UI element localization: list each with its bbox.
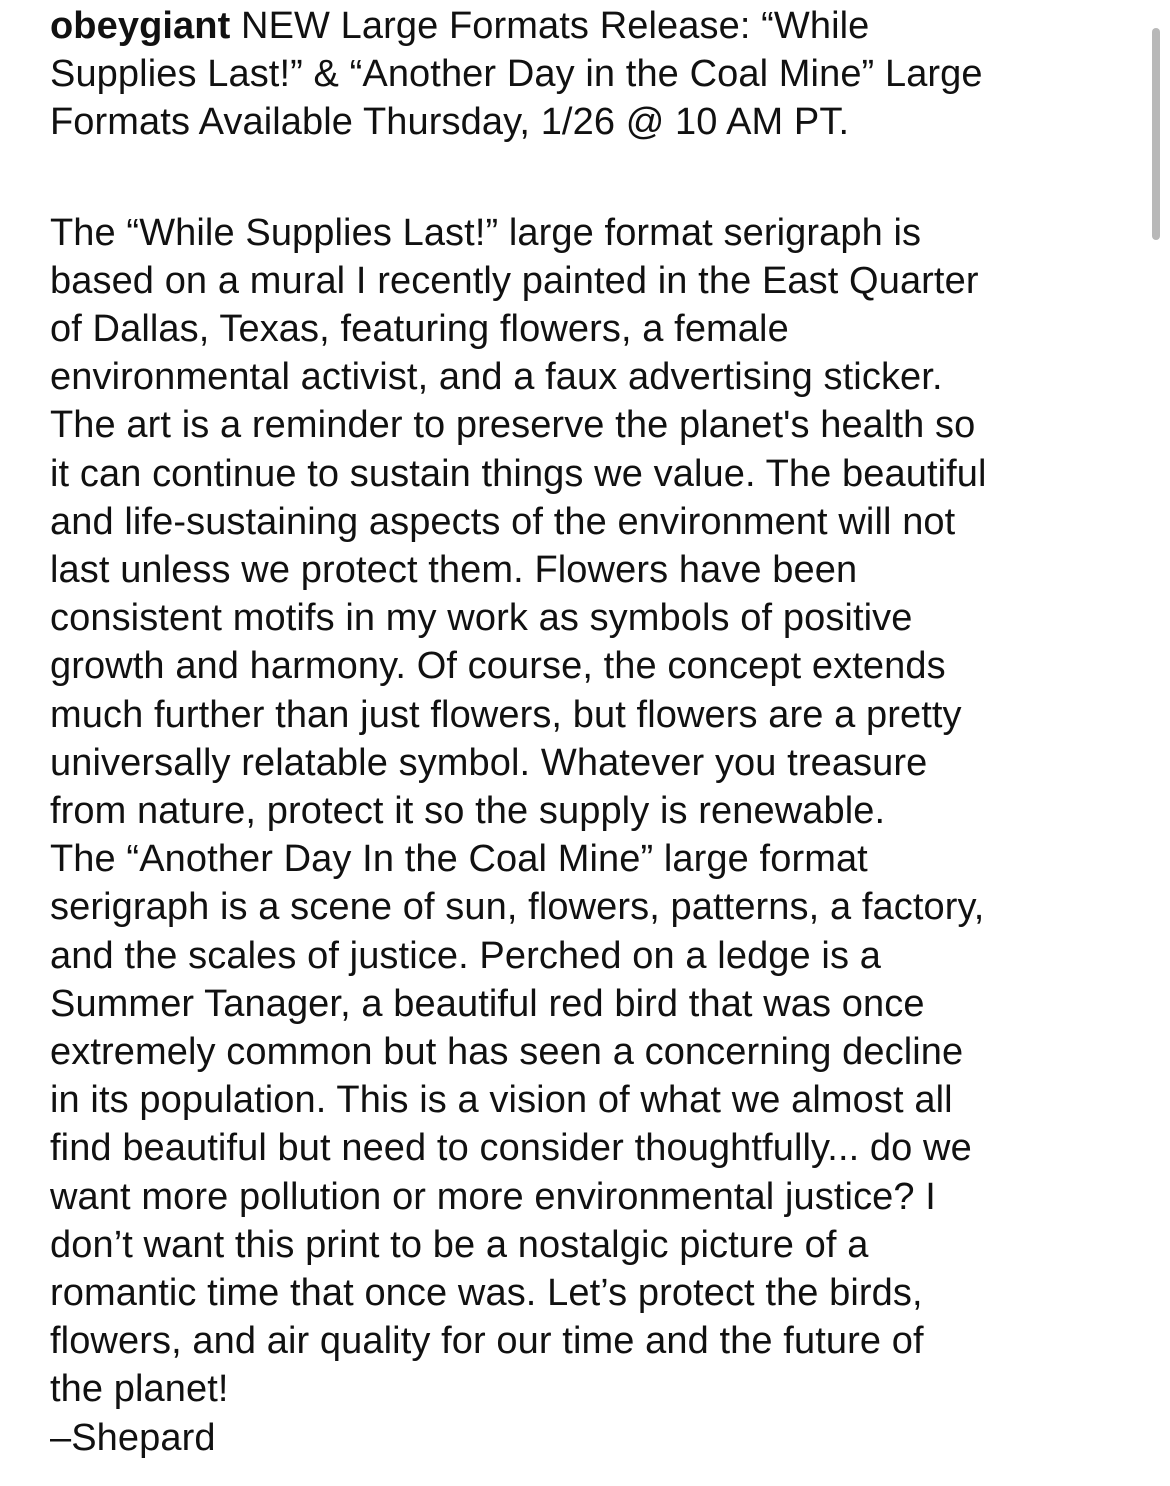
paragraph-line: romantic time that once was. Let’s protect the birds, <box>50 1272 923 1315</box>
paragraph-line: don’t want this print to be a nostalgic picture of a <box>50 1223 869 1266</box>
caption-paragraph-2 <box>50 835 1130 1462</box>
paragraph-line: growth and harmony. Of course, the concept extends <box>50 645 946 688</box>
caption-header-line: Formats Available Thursday, 1/26 @ 10 AM PT. <box>50 101 850 144</box>
post-caption <box>50 2 1130 1462</box>
paragraph-line: from nature, protect it so the supply is renewable. <box>50 790 886 833</box>
paragraph-line: The “Another Day In the Coal Mine” large format <box>50 838 868 881</box>
paragraph-line: it can continue to sustain things we value. The beautiful <box>50 452 987 495</box>
paragraph-line: last unless we protect them. Flowers have been <box>50 549 858 592</box>
vertical-scrollbar[interactable] <box>1152 28 1160 240</box>
caption-header-line <box>50 2 1130 50</box>
paragraph-line: based on a mural I recently painted in the East Quarter <box>50 259 979 302</box>
paragraph-gap <box>50 147 1130 209</box>
signature-line: –Shepard <box>50 1416 216 1459</box>
caption-header-text: NEW Large Formats Release: “While <box>230 5 870 47</box>
paragraph-line: in its population. This is a vision of what we almost all <box>50 1079 953 1122</box>
caption-paragraph-1 <box>50 209 1130 836</box>
paragraph-line: and the scales of justice. Perched on a ledge is a <box>50 934 881 977</box>
paragraph-line: flowers, and air quality for our time and the future of <box>50 1320 924 1363</box>
paragraph-line: Summer Tanager, a beautiful red bird that was once <box>50 982 925 1025</box>
paragraph-line: The art is a reminder to preserve the planet's health so <box>50 404 976 447</box>
paragraph-line: want more pollution or more environmental justice? I <box>50 1175 936 1218</box>
caption-header-line: Supplies Last!” & “Another Day in the Coal Mine” Large <box>50 53 983 96</box>
paragraph-line: The “While Supplies Last!” large format serigraph is <box>50 211 922 254</box>
paragraph-line: and life-sustaining aspects of the environment will not <box>50 500 956 543</box>
username-link[interactable]: obeygiant <box>50 5 231 47</box>
paragraph-line: of Dallas, Texas, featuring flowers, a female <box>50 308 789 351</box>
paragraph-line: universally relatable symbol. Whatever you treasure <box>50 741 928 784</box>
paragraph-line: consistent motifs in my work as symbols of positive <box>50 597 913 640</box>
paragraph-line: find beautiful but need to consider thoughtfully... do we <box>50 1127 972 1170</box>
paragraph-line: environmental activist, and a faux advertising sticker. <box>50 356 943 399</box>
paragraph-line: much further than just flowers, but flowers are a pretty <box>50 693 962 736</box>
paragraph-line: the planet! <box>50 1368 229 1411</box>
paragraph-line: extremely common but has seen a concerning decline <box>50 1031 964 1074</box>
paragraph-line: serigraph is a scene of sun, flowers, patterns, a factory, <box>50 886 985 929</box>
